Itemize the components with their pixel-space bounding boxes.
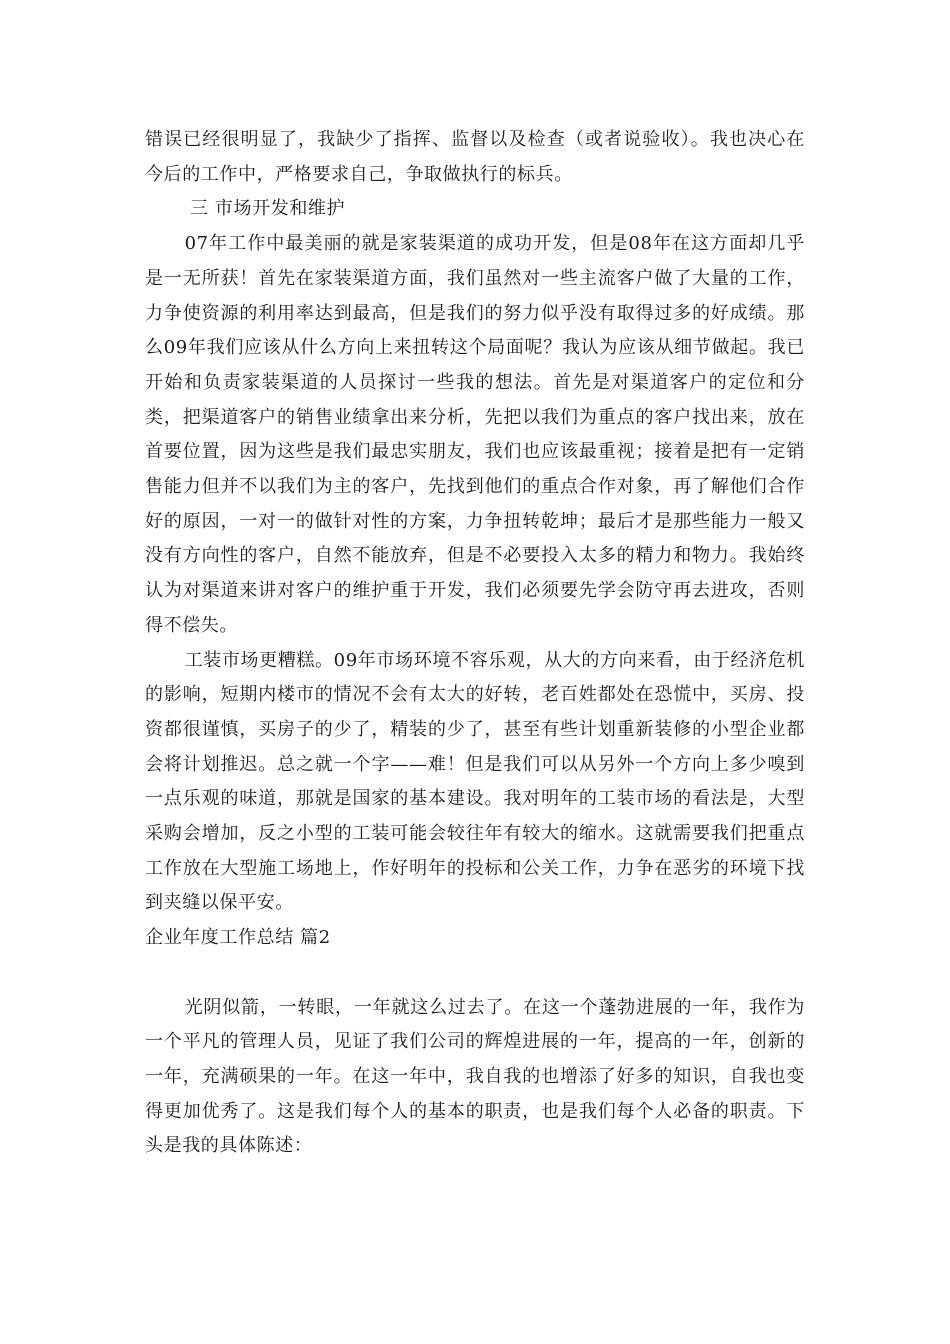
section-heading: 三 市场开发和维护 (190, 198, 346, 220)
document-body (145, 123, 805, 1164)
paragraph-engineering-market: 工装市场更糟糕。09年市场环境不容乐观，从大的方向来看，由于经济危机的影响，短期内楼市的情况不会有太大的好转，老百姓都处在恐慌中，买房、投资都很谨慎，买房子的少了，精装的少了，甚至有些计划重新装修的小型企业都会将计划推迟。总之就一个字——难！但是我们可以从另外一个方向上多少嗅到一点乐观的味道，那就是国家的基本建设。我对明年的工装市场的看法是，大型采购会增加，反之小型的工装可能会较往年有较大的缩水。这就需要我们把重点工作放在大型施工场地上，作好明年的投标和公关工作，力争在恶劣的环境下找到夹缝以保平安。 (145, 649, 805, 914)
paragraph-intro: 光阴似箭，一转眼，一年就这么过去了。在这一个蓬勃进展的一年，我作为一个平凡的管理人员，见证了我们公司的辉煌进展的一年，提高的一年，创新的一年，充满硕果的一年。在这一年中，我自我的也增添了好多的知识，自我也变得更加优秀了。这是我们每个人的基本的职责，也是我们每个人必备的职责。下头是我的具体陈述： (145, 996, 805, 1157)
article-title: 企业年度工作总结 篇2 (145, 927, 331, 949)
continuation-paragraph: 错误已经很明显了，我缺少了指挥、监督以及检查（或者说验收）。我也决心在今后的工作中，严格要求自己，争取做执行的标兵。 (145, 129, 805, 185)
blank-line (145, 956, 805, 991)
paragraph-home-channel: 07年工作中最美丽的就是家装渠道的成功开发，但是08年在这方面却几乎是一无所获！首先在家装渠道方面，我们虽然对一些主流客户做了大量的工作，力争使资源的利用率达到最高，但是我们的努力似乎没有取得过多的好成绩。那么09年我们应该从什么方向上来扭转这个局面呢？我认为应该从细节做起。我已开始和负责家装渠道的人员探讨一些我的想法。首先是对渠道客户的定位和分类，把渠道客户的销售业绩拿出来分析，先把以我们为重点的客户找出来，放在首要位置，因为这些是我们最忠实朋友，我们也应该最重视；接着是把有一定销售能力但并不以我们为主的客户，先找到他们的重点合作对象，再了解他们合作好的原因，一对一的做针对性的方案，力争扭转乾坤；最后才是那些能力一般又没有方向性的客户，自然不能放弃，但是不必要投入太多的精力和物力。我始终认为对渠道来讲对客户的维护重于开发，我们必须要先学会防守再去进攻，否则得不偿失。 (145, 233, 805, 636)
